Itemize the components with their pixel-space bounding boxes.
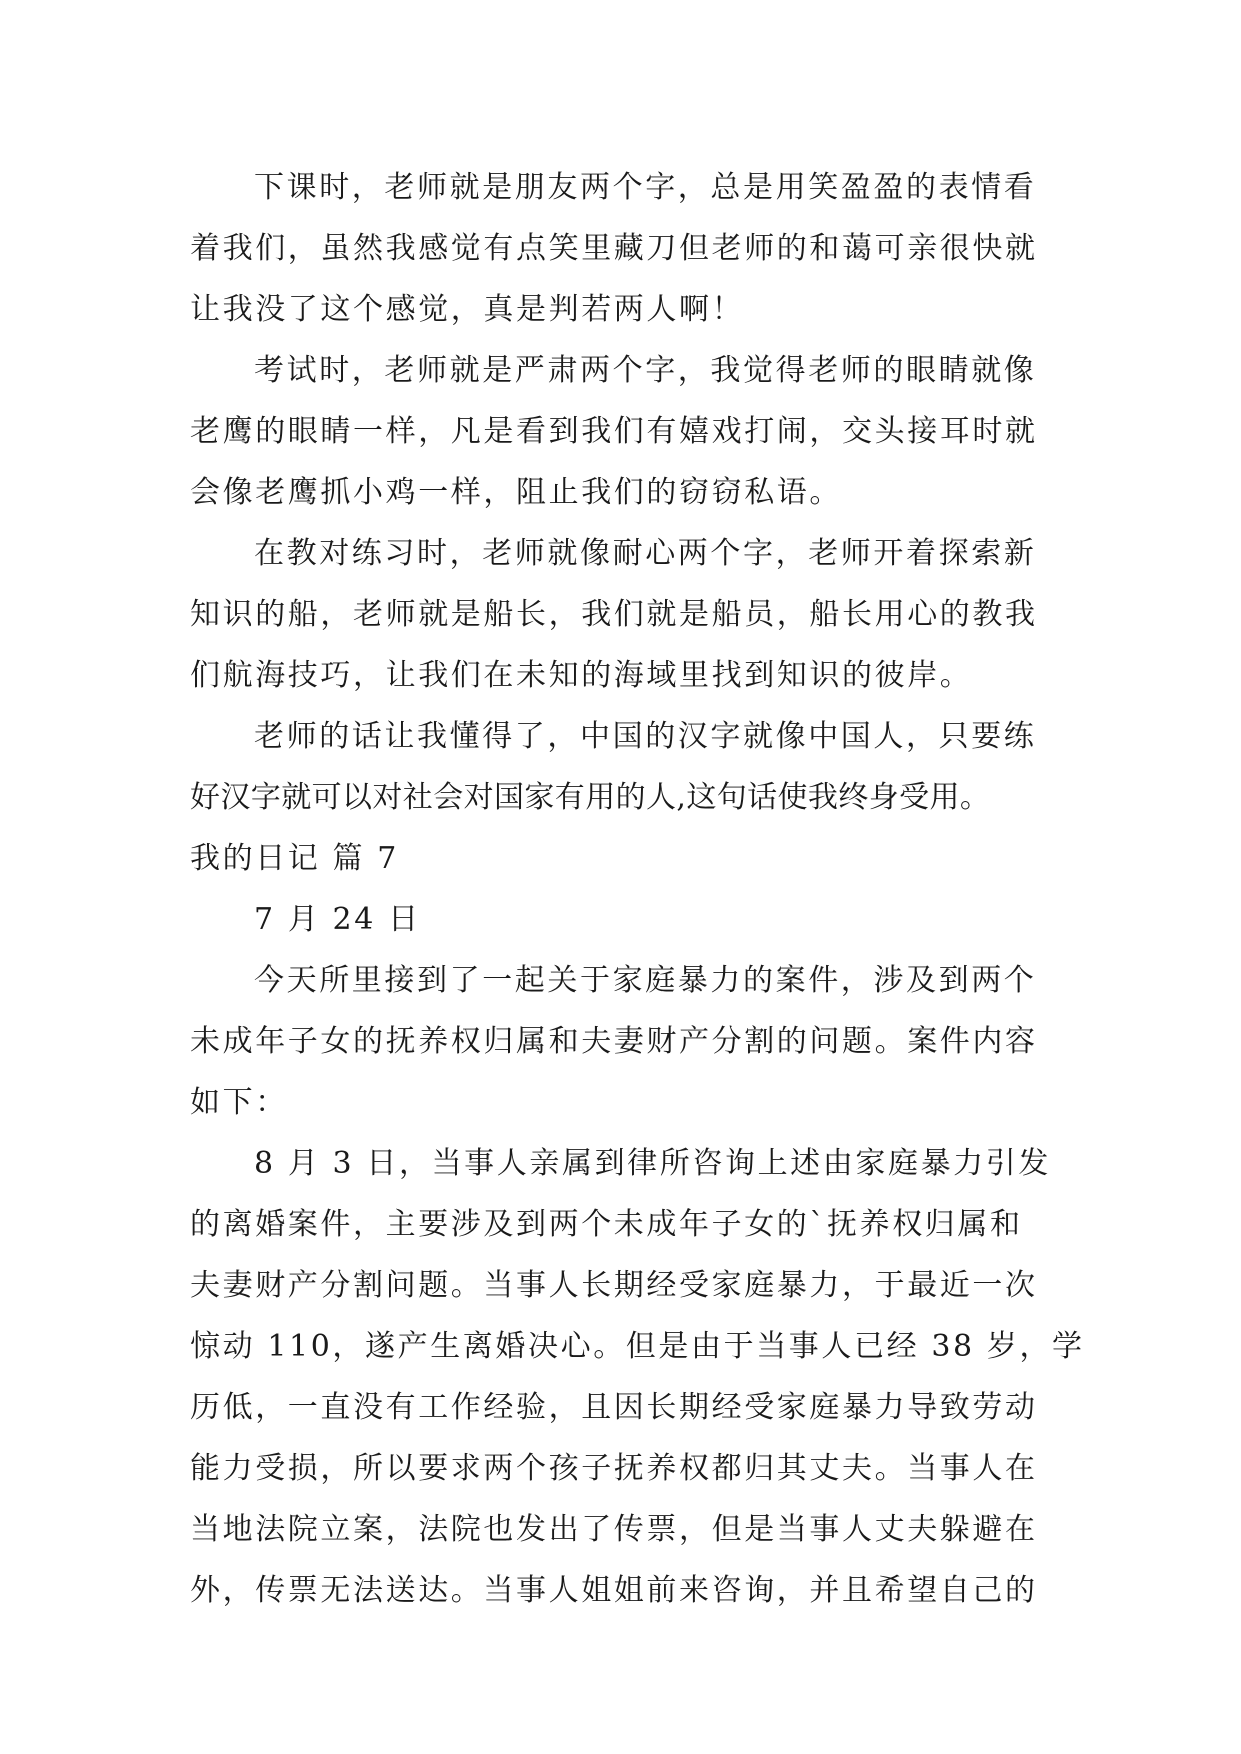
paragraph-line: 老师的话让我懂得了，中国的汉字就像中国人，只要练 (254, 719, 1037, 754)
section-heading: 我的日记 篇 7 (190, 841, 399, 876)
paragraph-line: 们航海技巧，让我们在未知的海域里找到知识的彼岸。 (190, 658, 973, 693)
paragraph-line: 老鹰的眼睛一样，凡是看到我们有嬉戏打闹，交头接耳时就 (190, 414, 1038, 449)
paragraph-line: 8 月 3 日，当事人亲属到律所咨询上述由家庭暴力引发 (254, 1146, 1051, 1181)
paragraph-line: 外，传票无法送达。当事人姐姐前来咨询，并且希望自己的 (190, 1573, 1038, 1608)
paragraph-line: 能力受损，所以要求两个孩子抚养权都归其丈夫。当事人在 (190, 1451, 1038, 1486)
date-line: 7 月 24 日 (254, 902, 421, 937)
paragraph-line: 会像老鹰抓小鸡一样，阻止我们的窃窃私语。 (190, 475, 842, 510)
paragraph-line: 今天所里接到了一起关于家庭暴力的案件，涉及到两个 (254, 963, 1037, 998)
paragraph-line: 惊动 110，遂产生离婚决心。但是由于当事人已经 38 岁，学 (190, 1329, 1085, 1364)
paragraph-line: 历低，一直没有工作经验，且因长期经受家庭暴力导致劳动 (190, 1390, 1038, 1425)
paragraph-line: 的离婚案件，主要涉及到两个未成年子女的`抚养权归属和 (190, 1207, 1023, 1242)
paragraph-line: 考试时，老师就是严肃两个字，我觉得老师的眼睛就像 (254, 353, 1037, 388)
paragraph-line: 当地法院立案，法院也发出了传票，但是当事人丈夫躲避在 (190, 1512, 1038, 1547)
paragraph-line: 夫妻财产分割问题。当事人长期经受家庭暴力，于最近一次 (190, 1268, 1038, 1303)
paragraph-line: 着我们，虽然我感觉有点笑里藏刀但老师的和蔼可亲很快就 (190, 231, 1038, 266)
document-page (190, 157, 1085, 1621)
paragraph-line: 下课时，老师就是朋友两个字，总是用笑盈盈的表情看 (254, 170, 1037, 205)
paragraph-line: 如下： (190, 1085, 288, 1120)
paragraph-line: 在教对练习时，老师就像耐心两个字，老师开着探索新 (254, 536, 1037, 571)
paragraph-line: 知识的船，老师就是船长，我们就是船员，船长用心的教我 (190, 597, 1038, 632)
paragraph-line: 未成年子女的抚养权归属和夫妻财产分割的问题。案件内容 (190, 1024, 1038, 1059)
paragraph-line: 好汉字就可以对社会对国家有用的人,这句话使我终身受用。 (190, 780, 991, 815)
paragraph-line: 让我没了这个感觉，真是判若两人啊！ (190, 292, 745, 327)
